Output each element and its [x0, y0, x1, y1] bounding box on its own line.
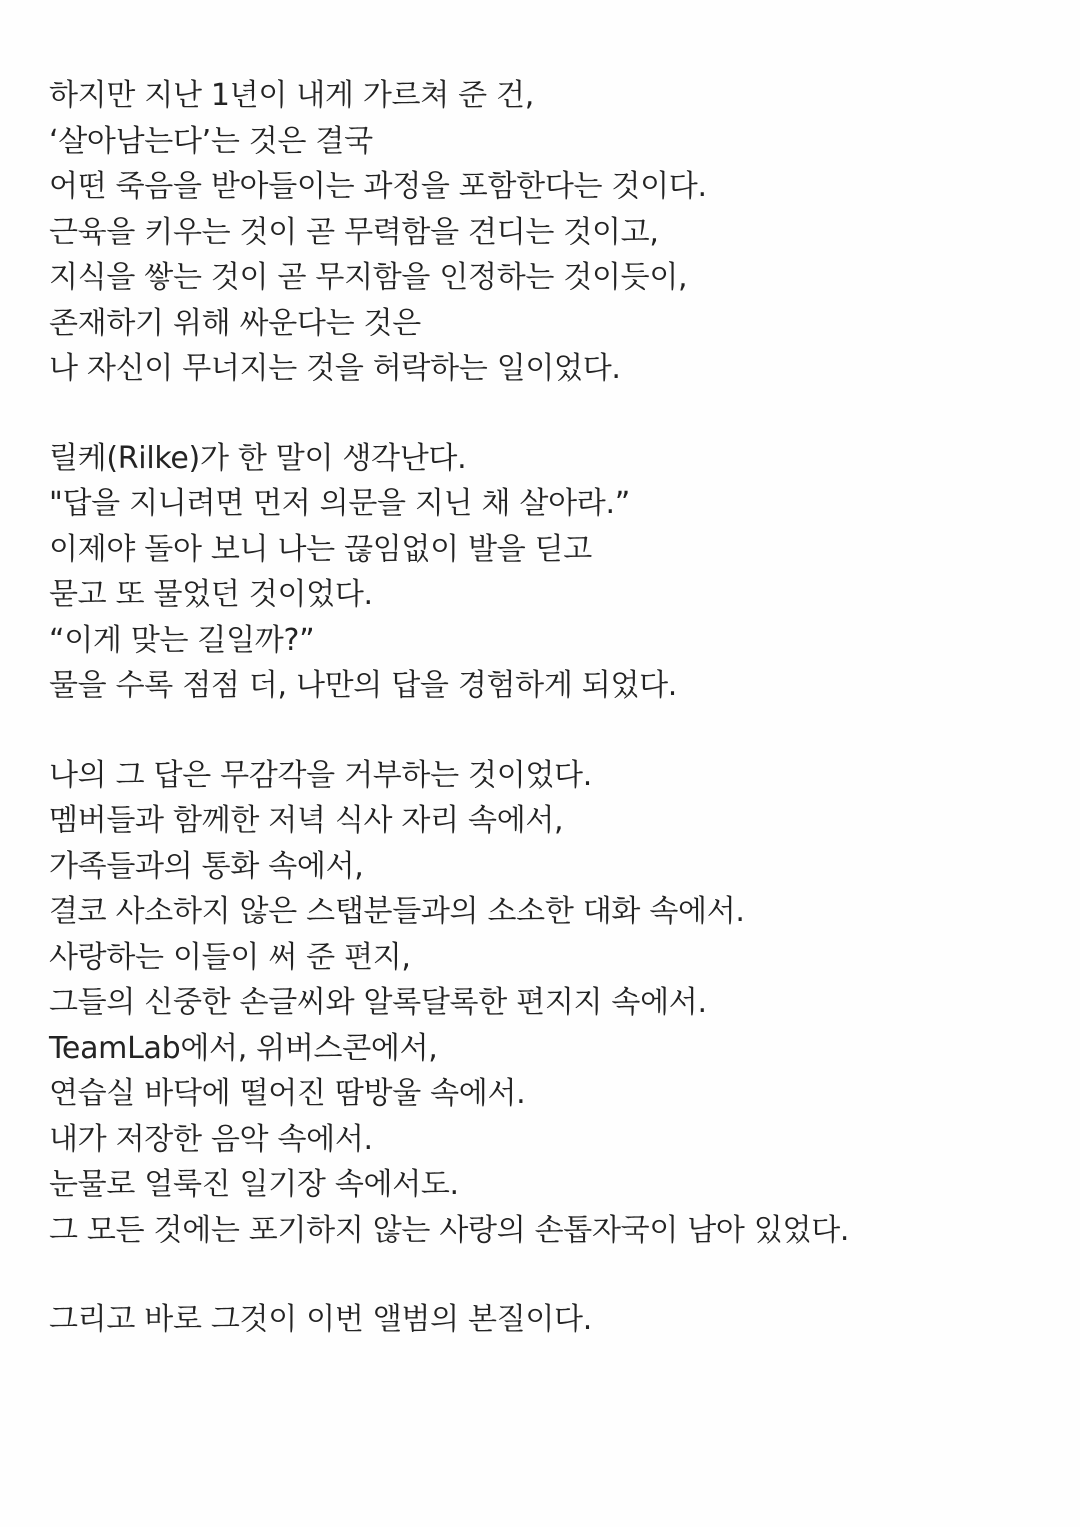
text-line: 릴케(Rilke)가 한 말이 생각난다. — [49, 440, 467, 476]
paragraph-4 — [49, 1297, 1049, 1343]
text-line: 존재하기 위해 싸운다는 것은 — [49, 305, 421, 341]
text-line: 눈물로 얼룩진 일기장 속에서도. — [49, 1167, 459, 1202]
text-line: 사랑하는 이들이 써 준 편지, — [49, 939, 411, 975]
text-line: 멤버들과 함께한 저녁 식사 자리 속에서, — [49, 803, 564, 838]
document-body — [49, 73, 1049, 1387]
text-line: 결코 사소하지 않은 스탭분들과의 소소한 대화 속에서. — [49, 894, 745, 929]
text-line: 어떤 죽음을 받아들이는 과정을 포함한다는 것이다. — [49, 169, 707, 204]
text-line: 묻고 또 물었던 것이었다. — [49, 577, 373, 612]
text-line: 나의 그 답은 무감각을 거부하는 것이었다. — [49, 757, 592, 793]
text-line: 근육을 키우는 것이 곧 무력함을 견디는 것이고, — [49, 214, 659, 250]
text-line: 지식을 쌓는 것이 곧 무지함을 인정하는 것이듯이, — [49, 260, 688, 295]
text-line: TeamLab에서, 위버스콘에서, — [49, 1030, 438, 1066]
text-line: 이제야 돌아 보니 나는 끊임없이 발을 딛고 — [49, 531, 592, 567]
text-line: 그들의 신중한 손글씨와 알록달록한 편지지 속에서. — [49, 985, 707, 1020]
text-line: “이게 맞는 길일까?” — [49, 622, 315, 658]
text-line: 그 모든 것에는 포기하지 않는 사랑의 손톱자국이 남아 있었다. — [49, 1212, 850, 1248]
text-line: 하지만 지난 1년이 내게 가르쳐 준 건, — [49, 78, 534, 113]
text-line: 내가 저장한 음악 속에서. — [49, 1121, 373, 1157]
paragraph-1 — [49, 73, 1049, 392]
paragraph-2 — [49, 436, 1049, 709]
text-line: ‘살아남는다’는 것은 결국 — [49, 123, 373, 159]
text-line: 물을 수록 점점 더, 나만의 답을 경험하게 되었다. — [49, 668, 678, 703]
text-line: 연습실 바닥에 떨어진 땀방울 속에서. — [49, 1076, 526, 1111]
text-line: 그리고 바로 그것이 이번 앨범의 본질이다. — [49, 1302, 592, 1337]
paragraph-3 — [49, 753, 1049, 1254]
text-line: 가족들과의 통화 속에서, — [49, 848, 364, 884]
text-line: 나 자신이 무너지는 것을 허락하는 일이었다. — [49, 351, 621, 386]
text-line: "답을 지니려면 먼저 의문을 지닌 채 살아라.” — [49, 486, 630, 521]
